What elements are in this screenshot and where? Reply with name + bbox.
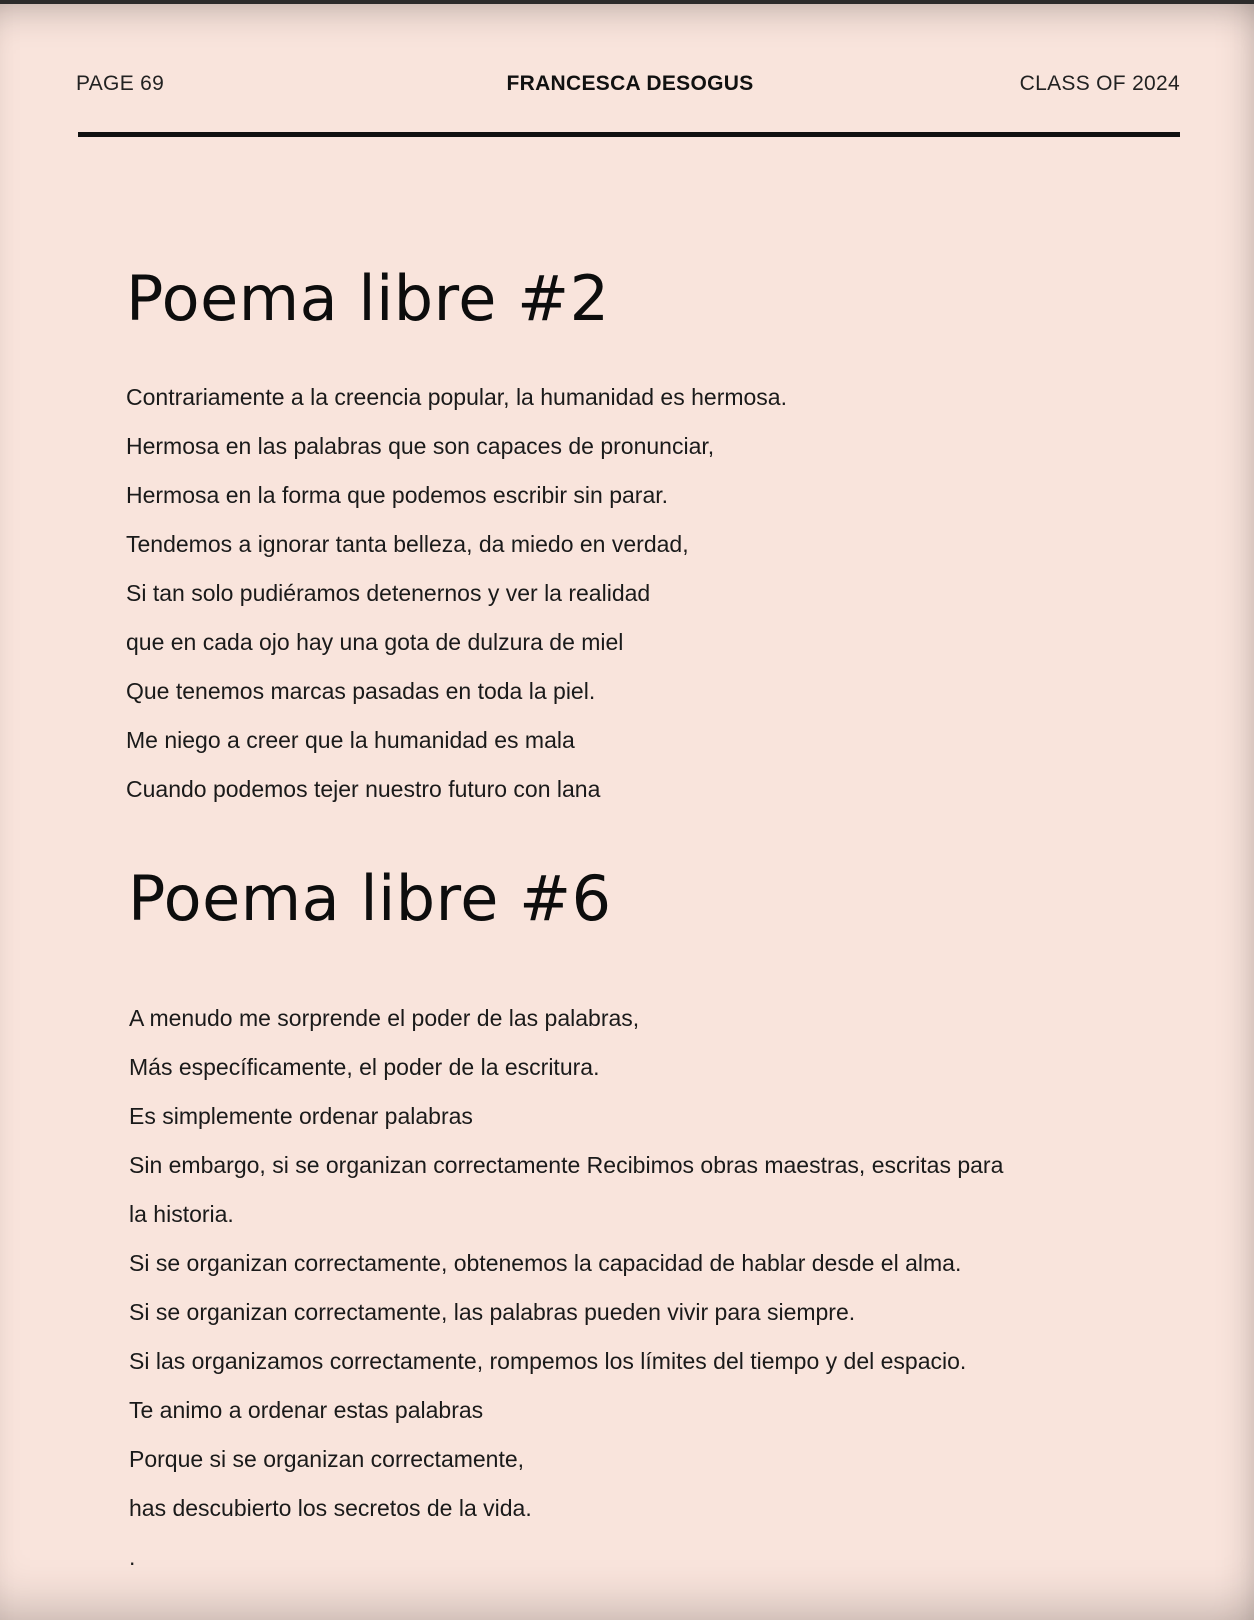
poem-line: Porque si se organizan correctamente, (129, 1446, 525, 1472)
poem-line: Hermosa en las palabras que son capaces de pronunciar, (126, 433, 715, 459)
poem-title-6: Poema libre #6 (128, 862, 612, 935)
page-number: PAGE 69 (76, 72, 165, 95)
header-divider (78, 132, 1180, 137)
poem-title-2: Poema libre #2 (126, 262, 610, 335)
poem-line: Hermosa en la forma que podemos escribir sin parar. (126, 482, 669, 508)
poem-line: la historia. (129, 1201, 234, 1227)
poem-line: . (129, 1544, 136, 1570)
poem-line: has descubierto los secretos de la vida. (129, 1495, 532, 1521)
poem-line: Si las organizamos correctamente, rompemos los límites del tiempo y del espacio. (129, 1348, 967, 1374)
poem-line: Sin embargo, si se organizan correctamente Recibimos obras maestras, escritas para (129, 1152, 1004, 1178)
poem-line: Es simplemente ordenar palabras (129, 1103, 473, 1129)
poem-line: A menudo me sorprende el poder de las palabras, (129, 1005, 640, 1031)
poem-body-6 (129, 994, 1003, 1582)
poem-line: Tendemos a ignorar tanta belleza, da miedo en verdad, (126, 531, 689, 557)
poem-line: Más específicamente, el poder de la escritura. (129, 1054, 600, 1080)
poem-body-2 (126, 373, 787, 814)
poem-line: Cuando podemos tejer nuestro futuro con lana (126, 776, 601, 802)
author-name: FRANCESCA DESOGUS (506, 72, 754, 95)
poem-line: Si se organizan correctamente, las palabras pueden vivir para siempre. (129, 1299, 856, 1325)
poem-line: Me niego a creer que la humanidad es mala (126, 727, 575, 753)
class-year: CLASS OF 2024 (1019, 72, 1180, 95)
poem-line: Te animo a ordenar estas palabras (129, 1397, 484, 1423)
document-page (0, 4, 1254, 1620)
poem-line: Contrariamente a la creencia popular, la humanidad es hermosa. (126, 384, 787, 410)
poem-line: que en cada ojo hay una gota de dulzura de miel (126, 629, 624, 655)
poem-line: Que tenemos marcas pasadas en toda la piel. (126, 678, 596, 704)
poem-line: Si se organizan correctamente, obtenemos la capacidad de hablar desde el alma. (129, 1250, 962, 1276)
poem-line: Si tan solo pudiéramos detenernos y ver la realidad (126, 580, 651, 606)
